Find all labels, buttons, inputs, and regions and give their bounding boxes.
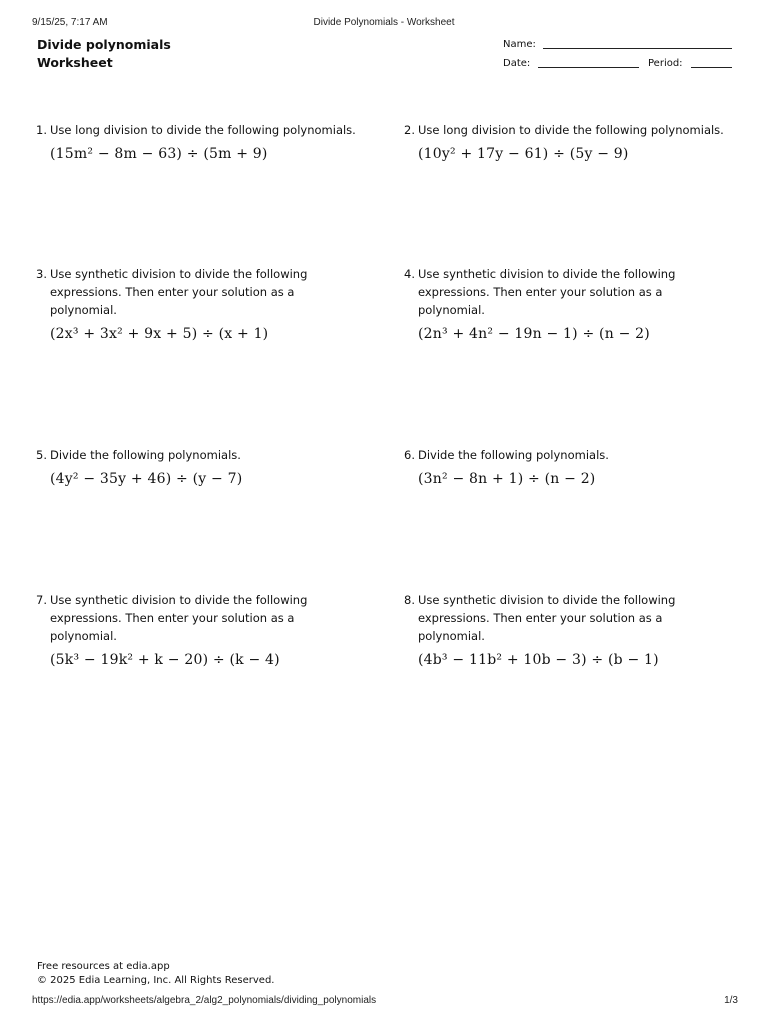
question-instruction: Divide the following polynomials. xyxy=(418,448,609,462)
question-expression: (4b³ − 11b² + 10b − 3) ÷ (b − 1) xyxy=(418,652,659,668)
question-expression: (4y² − 35y + 46) ÷ (y − 7) xyxy=(50,471,243,487)
question-7 xyxy=(36,591,356,669)
question-expression: (15m² − 8m − 63) ÷ (5m + 9) xyxy=(50,146,268,162)
question-4 xyxy=(404,265,724,343)
question-number: 1. xyxy=(36,123,47,137)
period-label: Period: xyxy=(648,58,683,69)
question-instruction: Divide the following polynomials. xyxy=(50,448,241,462)
question-number: 5. xyxy=(36,448,47,462)
question-number: 8. xyxy=(404,593,415,607)
question-8 xyxy=(404,591,724,669)
worksheet-title xyxy=(37,36,171,72)
worksheet-title-line2: Worksheet xyxy=(37,55,113,70)
date-field[interactable] xyxy=(538,67,639,68)
print-header-title: Divide Polynomials - Worksheet xyxy=(313,17,455,28)
worksheet-title-line1: Divide polynomials xyxy=(37,37,171,52)
date-label: Date: xyxy=(503,58,531,69)
question-5 xyxy=(36,446,356,488)
period-field[interactable] xyxy=(691,67,732,68)
question-2 xyxy=(404,121,724,163)
question-6 xyxy=(404,446,724,488)
question-number: 3. xyxy=(36,267,47,281)
question-expression: (5k³ − 19k² + k − 20) ÷ (k − 4) xyxy=(50,652,280,668)
question-number: 4. xyxy=(404,267,415,281)
name-field[interactable] xyxy=(543,48,732,49)
print-url: https://edia.app/worksheets/algebra_2/alg2_polynomials/dividing_polynomials xyxy=(32,995,377,1006)
print-date: 9/15/25, 7:17 AM xyxy=(32,17,108,28)
footer-copyright: © 2025 Edia Learning, Inc. All Rights Reserved. xyxy=(37,975,275,986)
name-label: Name: xyxy=(503,39,536,50)
question-number: 2. xyxy=(404,123,415,137)
question-expression: (2x³ + 3x² + 9x + 5) ÷ (x + 1) xyxy=(50,326,269,342)
question-expression: (10y² + 17y − 61) ÷ (5y − 9) xyxy=(418,146,629,162)
question-instruction: Use long division to divide the following polynomials. xyxy=(50,123,356,137)
print-page-number: 1/3 xyxy=(724,995,738,1006)
question-instruction: Use synthetic division to divide the following expressions. Then enter your solution as a polynomial. xyxy=(50,593,308,643)
question-instruction: Use synthetic division to divide the following expressions. Then enter your solution as a polynomial. xyxy=(418,267,676,317)
question-instruction: Use synthetic division to divide the following expressions. Then enter your solution as a polynomial. xyxy=(418,593,676,643)
question-number: 7. xyxy=(36,593,47,607)
question-instruction: Use long division to divide the following polynomials. xyxy=(418,123,724,137)
question-expression: (2n³ + 4n² − 19n − 1) ÷ (n − 2) xyxy=(418,326,650,342)
question-number: 6. xyxy=(404,448,415,462)
footer xyxy=(37,960,275,988)
question-1 xyxy=(36,121,356,163)
question-3 xyxy=(36,265,356,343)
footer-resources-link[interactable]: Free resources at edia.app xyxy=(37,961,170,972)
question-expression: (3n² − 8n + 1) ÷ (n − 2) xyxy=(418,471,596,487)
question-instruction: Use synthetic division to divide the following expressions. Then enter your solution as a polynomial. xyxy=(50,267,308,317)
